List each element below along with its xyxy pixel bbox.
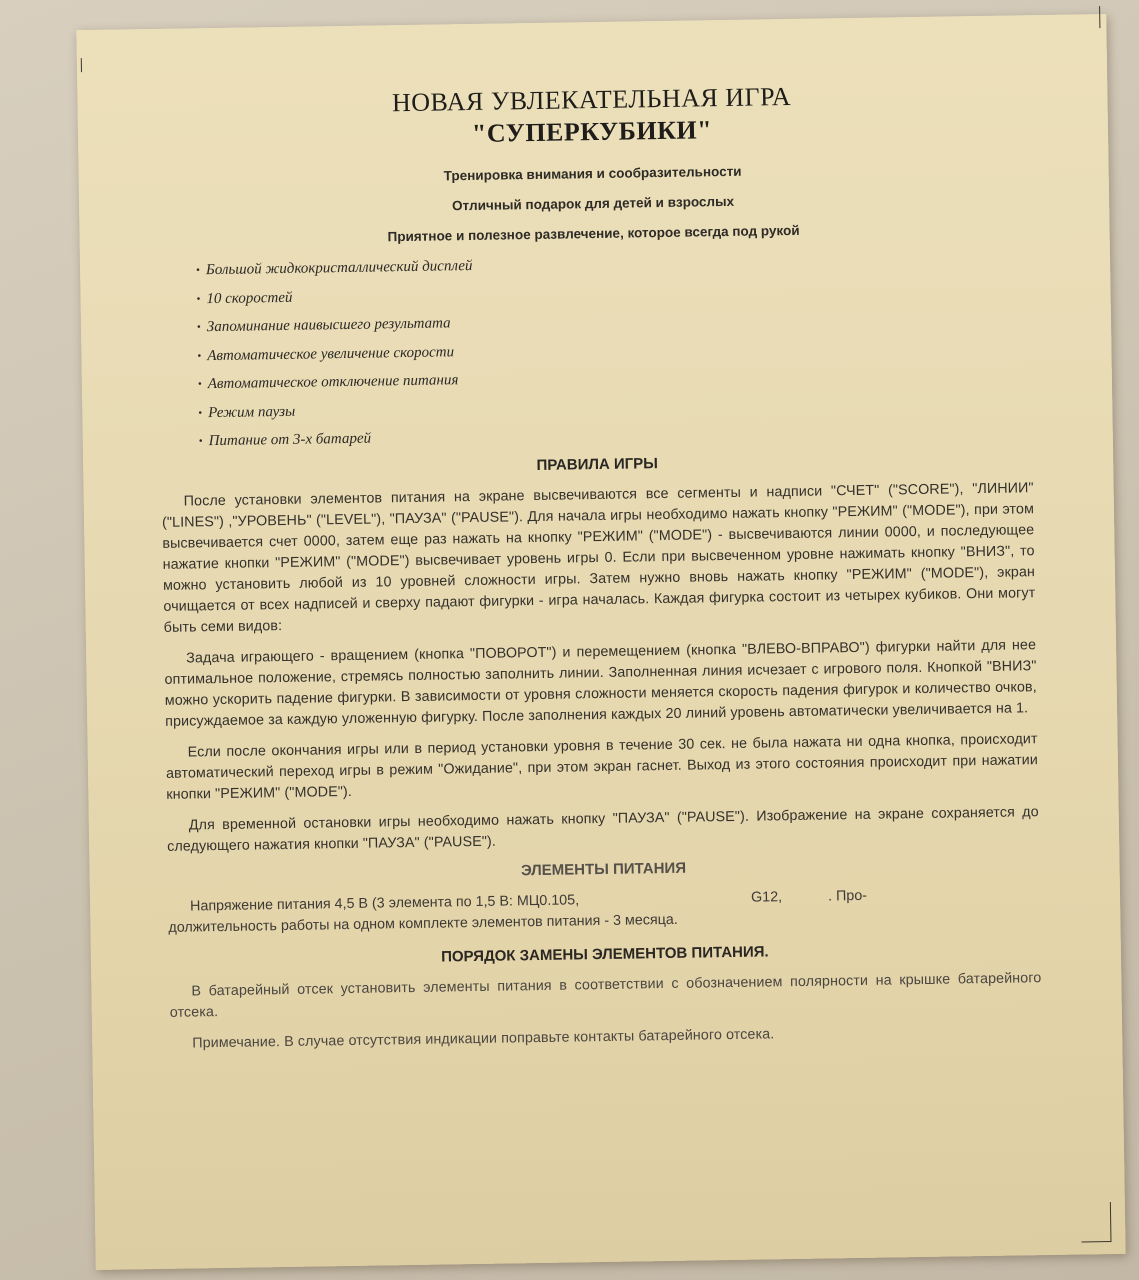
crop-mark-bottom-right-vertical — [1110, 1202, 1112, 1242]
feature-item — [199, 420, 1033, 450]
rules-paragraph-2: Задача играющего - вращением (кнопка "ПОВОРОТ") и перемещением (кнопка "ВЛЕВО-ВПРАВО") фигурки найти для нее оптимальное положение, стремясь полностью заполнить линии. Заполненная линия исчезает с игрового поля. Кнопкой "ВНИЗ" можно ускорить падение фигурки. В зависимости от уровня сложности меняется скорость падения фигурок и количество очков, присуждаемое за каждую уложенную фигурку. После заполнения каждых 20 линий уровень автоматически увеличивается на 1. — [164, 636, 1037, 730]
instruction-sheet — [76, 14, 1125, 1270]
bullet-icon: • — [198, 406, 203, 419]
crop-mark-top-left — [81, 58, 82, 72]
tagline-3: Приятное и полезное развлечение, которое всегда под рукой — [387, 222, 800, 245]
replacement-heading: ПОРЯДОК ЗАМЕНЫ ЭЛЕМЕНТОВ ПИТАНИЯ. — [441, 942, 769, 966]
bullet-icon: • — [198, 435, 203, 448]
rules-paragraph-4: Для временной остановки игры необходимо нажать кнопку "ПАУЗА" ("PAUSE"). Изображение на экране сохраняется до следующего нажатия кнопки "ПАУЗА" ("PAUSE"). — [167, 803, 1039, 855]
feature-text: Запоминание наивысшего результата — [206, 315, 451, 336]
replacement-note: Примечание. В случае отсутствия индикации поправьте контакты батарейного отсека. — [192, 1025, 775, 1051]
power-heading: ЭЛЕМЕНТЫ ПИТАНИЯ — [520, 859, 687, 879]
rules-paragraph-1: После установки элементов питания на экране высвечиваются все сегменты и надписи "СЧЕТ" ("SCORE"), "ЛИНИИ" ("LINES") ,"УРОВЕНЬ" ("LEVEL"), "ПАУЗА" ("PAUSE"). Для начала игры необходимо нажать кнопку "РЕЖИМ" ("MODE"), при этом высвечивается счет 0000, затем еще раз нажать на кнопку "РЕЖИМ" ("MODE") - высвечиваются линии 0000, и последующее нажатие кнопки "РЕЖИМ" ("MODE") высвечивает уровень игры 0. Если при высвеченном уровне нажимать кнопку "ВНИЗ", то можно установить любой из 10 уровней сложности игры. Затем нужно вновь нажать кнопку "РЕЖИМ" ("MODE"), экран очищается от всех надписей и сверху падают фигурки - игра началась. Каждая фигурка состоит из четырех кубиков. Они могут быть семи видов: — [161, 479, 1036, 636]
feature-text: Большой жидкокристаллический дисплей — [205, 257, 473, 279]
page-title: НОВАЯ УВЛЕКАТЕЛЬНАЯ ИГРА — [391, 81, 792, 118]
power-voltage-text: Напряжение питания 4,5 В (3 элемента по 1,5 В: МЦ0.105, — [189, 891, 580, 914]
bullet-icon: • — [197, 349, 202, 362]
feature-text: Питание от 3-х батарей — [208, 430, 372, 450]
feature-text: Автоматическое увеличение скорости — [207, 343, 455, 364]
replacement-paragraph-1: В батарейный отсек установить элементы питания в соответствии с обозначением полярности на крышке батарейного отсека. — [169, 969, 1042, 1021]
rules-paragraph-3: Если после окончания игры или в период установки уровня в течение 30 сек. не была нажата ни одна кнопка, происходит автоматический переход игры в режим "Ожидание", при этом экран гаснет. Выход из этого состояния происходит при нажатии кнопки "РЕЖИМ" ("MODE"). — [165, 730, 1039, 803]
feature-item — [197, 335, 1031, 365]
feature-item — [196, 249, 1030, 279]
bullet-icon: • — [196, 321, 201, 334]
feature-text: 10 скоростей — [206, 289, 293, 307]
feature-text: Режим паузы — [208, 403, 296, 421]
power-battery-type: G12, — [750, 888, 783, 906]
feature-item — [198, 363, 1032, 393]
feature-item — [197, 306, 1031, 336]
game-name: "СУПЕРКУБИКИ" — [471, 115, 713, 148]
rules-heading: ПРАВИЛА ИГРЫ — [536, 454, 659, 474]
bullet-icon: • — [196, 292, 201, 305]
power-duration-line: должительность работы на одном комплекте элементов питания - 3 месяца. — [168, 911, 678, 936]
bullet-icon: • — [196, 264, 201, 277]
bullet-icon: • — [197, 378, 202, 391]
feature-text: Автоматическое отключение питания — [207, 372, 459, 393]
feature-list — [196, 249, 1033, 450]
tagline-1: Тренировка внимания и сообразительности — [443, 163, 742, 184]
crop-mark-bottom-right-horizontal — [1081, 1241, 1111, 1242]
feature-item — [196, 278, 1030, 308]
power-continuation: . Про- — [827, 887, 868, 904]
feature-item — [198, 392, 1032, 422]
tagline-2: Отличный подарок для детей и взрослых — [451, 193, 735, 214]
